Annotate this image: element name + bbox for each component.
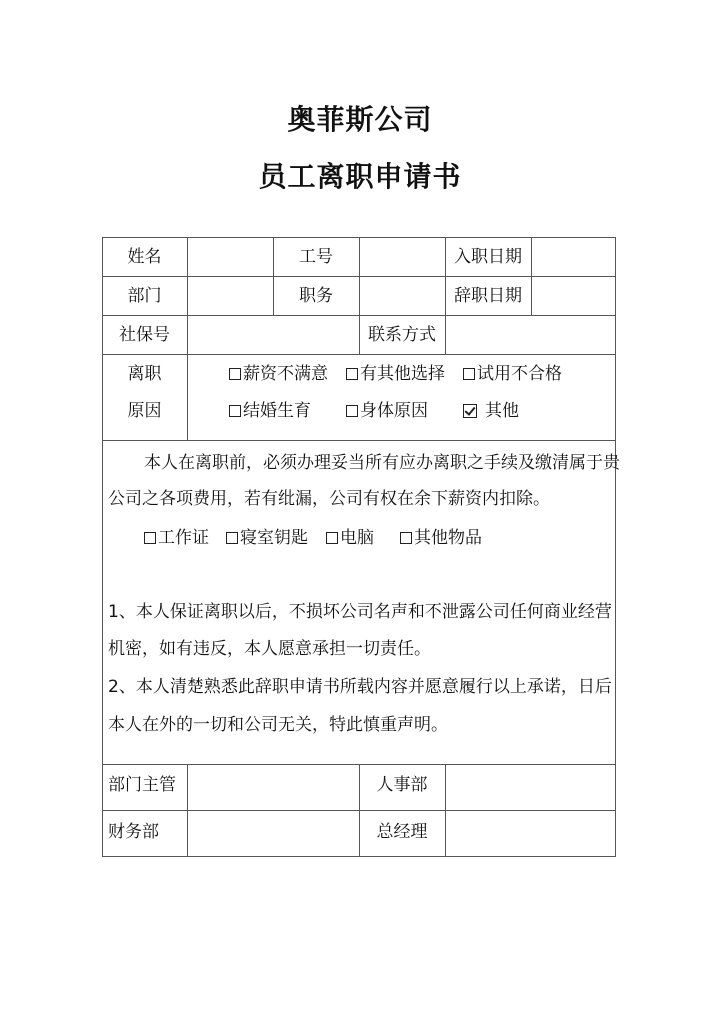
reason-option-label: 其他 [485,401,519,421]
reason-option-label: 薪资不满意 [243,364,328,384]
pledge-2-line1: 2、本人清楚熟悉此辞职申请书所载内容并愿意履行以上承诺，日后 [108,677,612,697]
checkbox-icon[interactable] [346,368,358,380]
dept-manager-label: 部门主管 [108,775,176,795]
reason-label-line2: 原因 [127,401,162,421]
checkbox-icon[interactable] [346,405,358,417]
checkbox-icon[interactable] [226,532,238,544]
contact-label: 联系方式 [368,325,436,345]
col-divider [187,354,188,440]
reason-option-health[interactable] [346,401,428,421]
reason-option-label: 身体原因 [360,401,428,421]
dept-manager-signature-field[interactable] [188,765,359,810]
company-title: 奥菲斯公司 [287,103,433,136]
reason-option-label: 结婚生育 [243,401,311,421]
resign-date-field[interactable] [532,277,615,315]
handover-item-label: 电脑 [340,528,374,548]
reason-option-probation[interactable] [463,364,562,384]
checkbox-icon[interactable] [229,368,241,380]
pledge-2-line2: 本人在外的一切和公司无关，特此慎重声明。 [108,715,448,735]
handover-item-label: 工作证 [158,528,209,548]
hr-label: 人事部 [376,775,428,795]
hire-date-field[interactable] [532,238,615,276]
position-field[interactable] [360,277,445,315]
finance-signature-field[interactable] [188,811,359,856]
name-field[interactable] [188,238,273,276]
handover-statement-line1: 本人在离职前，必须办理妥当所有应办离职之手续及缴清属于贵 [144,453,620,473]
reason-option-marriage[interactable] [229,401,311,421]
checkbox-icon[interactable] [144,532,156,544]
department-field[interactable] [188,277,273,315]
finance-label: 财务部 [108,822,159,842]
social-security-label: 社保号 [119,325,170,345]
employee-id-label: 工号 [299,247,333,267]
handover-item-computer[interactable] [326,528,374,548]
reason-option-label: 试用不合格 [477,364,562,384]
general-manager-label: 总经理 [376,822,428,842]
pledge-1-line1: 1、本人保证离职以后，不损坏公司名声和不泄露公司任何商业经营 [108,602,612,622]
handover-item-other[interactable] [400,528,482,548]
contact-field[interactable] [446,316,615,354]
hire-date-label: 入职日期 [454,247,522,267]
handover-item-dorm-key[interactable] [226,528,308,548]
reason-option-label: 有其他选择 [360,364,445,384]
general-manager-signature-field[interactable] [446,811,615,856]
checkbox-icon[interactable] [463,368,475,380]
row-divider [102,440,616,441]
checkbox-icon[interactable] [229,405,241,417]
social-security-field[interactable] [188,316,359,354]
handover-item-label: 寝室钥匙 [240,528,308,548]
employee-id-field[interactable] [360,238,445,276]
reason-option-other[interactable] [463,401,519,421]
checkbox-checked-icon[interactable] [463,404,477,418]
checkbox-icon[interactable] [400,532,412,544]
position-label: 职务 [299,286,333,306]
handover-item-label: 其他物品 [414,528,482,548]
hr-signature-field[interactable] [446,765,615,810]
reason-option-other-choice[interactable] [346,364,445,384]
reason-option-salary[interactable] [229,364,328,384]
name-label: 姓名 [127,247,162,267]
reason-label-line1: 离职 [127,364,162,384]
handover-item-work-id[interactable] [144,528,209,548]
checkbox-icon[interactable] [326,532,338,544]
department-label: 部门 [127,286,162,306]
pledge-1-line2: 机密，如有违反，本人愿意承担一切责任。 [108,639,431,659]
handover-statement-line2: 公司之各项费用，若有纰漏，公司有权在余下薪资内扣除。 [108,489,550,509]
resign-date-label: 辞职日期 [454,286,522,306]
form-title: 员工离职申请书 [258,160,462,193]
row-divider [102,354,616,355]
